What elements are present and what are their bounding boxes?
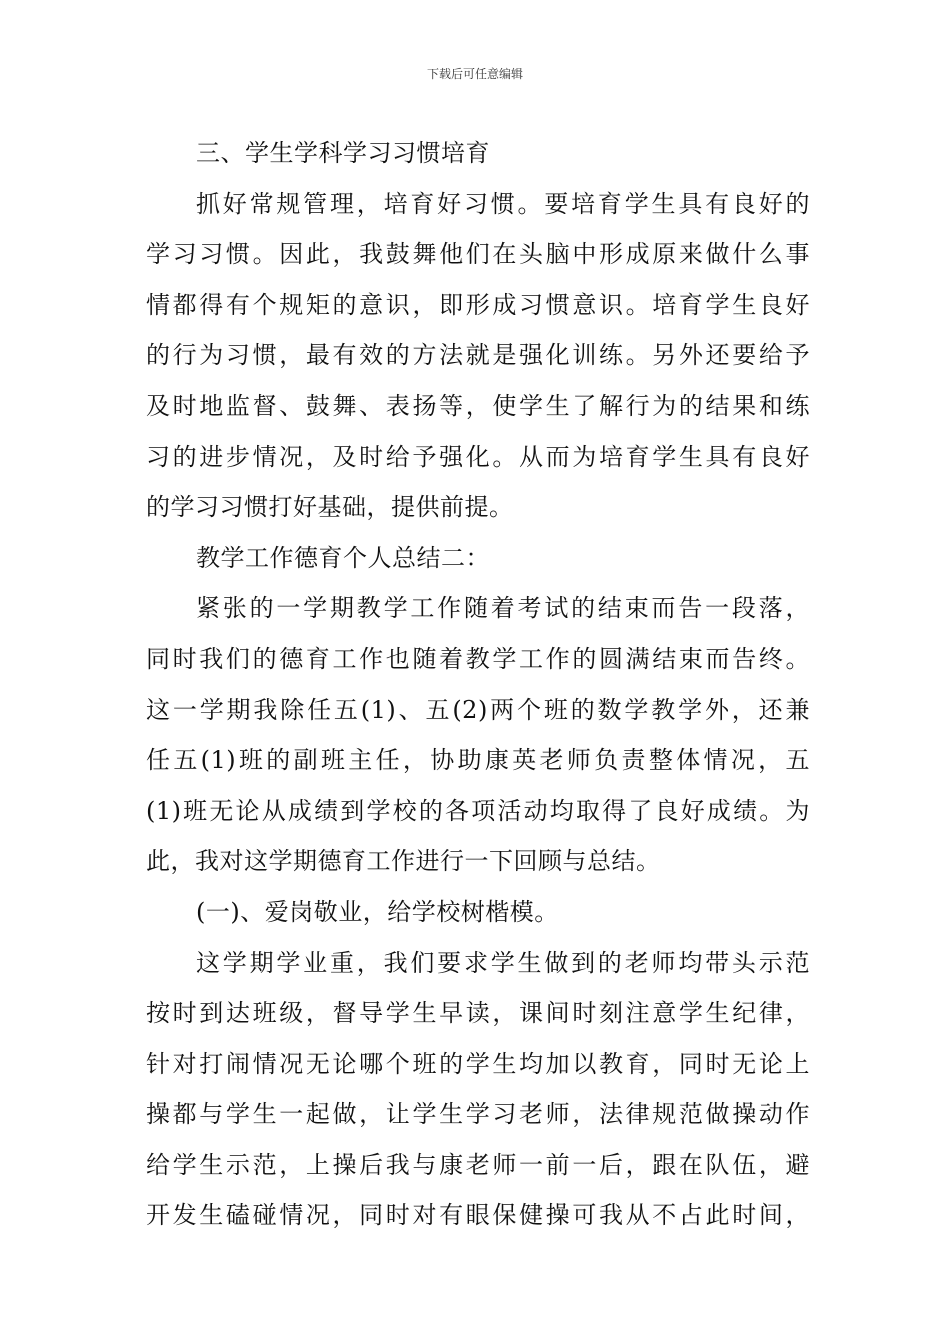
document-body [146, 128, 810, 1241]
text-line: 习的进步情况，及时给予强化。从而为培育学生具有良好 [146, 442, 810, 471]
text-line: 学习习惯。因此，我鼓舞他们在头脑中形成原来做什么事 [146, 240, 810, 269]
text-line: 及时地监督、鼓舞、表扬等，使学生了解行为的结果和练 [146, 391, 810, 420]
text-line: 此，我对这学期德育工作进行一下回顾与总结。 [146, 847, 661, 876]
text-line: 的行为习惯，最有效的方法就是强化训练。另外还要给予 [146, 341, 810, 370]
text-line: 的学习习惯打好基础，提供前提。 [146, 493, 514, 522]
text-line: 情都得有个规矩的意识，即形成习惯意识。培育学生良好 [146, 290, 810, 319]
text-line: 教学工作德育个人总结二： [196, 543, 490, 572]
text-line: 抓好常规管理，培育好习惯。要培育学生具有良好的 [196, 189, 810, 218]
text-line: 给学生示范，上操后我与康老师一前一后，跟在队伍，避 [146, 1150, 810, 1179]
text-line: 开发生磕碰情况，同时对有眼保健操可我从不占此时间， [146, 1201, 810, 1230]
text-line: 这一学期我除任五(1)、五(2)两个班的数学教学外，还兼 [146, 695, 810, 724]
text-line: (1)班无论从成绩到学校的各项活动均取得了良好成绩。为 [146, 796, 810, 825]
text-line: 这学期学业重，我们要求学生做到的老师均带头示范 [196, 948, 810, 977]
text-line: 三、学生学科学习习惯培育 [196, 139, 490, 167]
text-line: 紧张的一学期教学工作随着考试的结束而告一段落， [196, 594, 810, 623]
text-line: 操都与学生一起做，让学生学习老师，法律规范做操动作 [146, 1100, 810, 1129]
page-header: 下载后可任意编辑 [426, 67, 523, 81]
text-line: (一)、爱岗敬业，给学校树楷模。 [196, 897, 559, 926]
text-line: 任五(1)班的副班主任，协助康英老师负责整体情况，五 [146, 746, 810, 775]
text-line: 同时我们的德育工作也随着教学工作的圆满结束而告终。 [146, 644, 810, 673]
text-line: 按时到达班级，督导学生早读，课间时刻注意学生纪律， [146, 999, 810, 1028]
text-line: 针对打闹情况无论哪个班的学生均加以教育，同时无论上 [146, 1049, 810, 1078]
